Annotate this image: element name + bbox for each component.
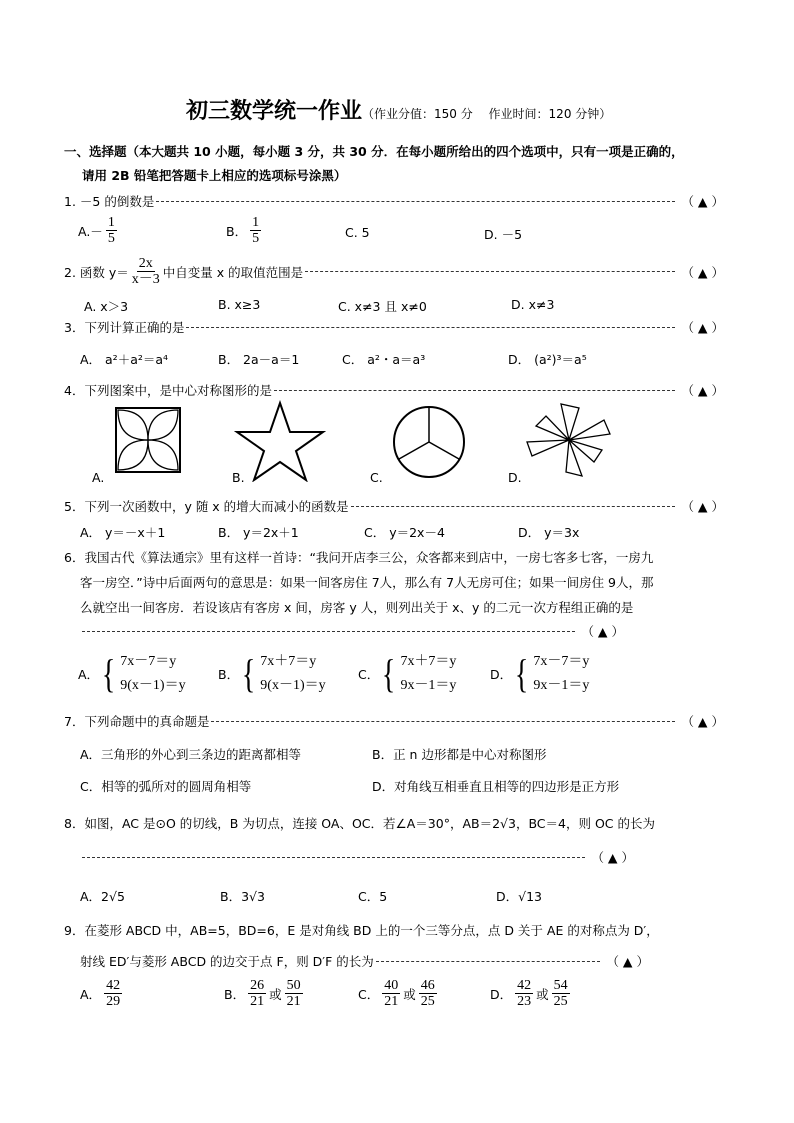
q5-option-d: D． y＝3x bbox=[518, 525, 580, 540]
question-6-line2: 客一房空．”诗中后面两句的意思是：如果一间客房住 7人，那么有 7人无房可住；如果一间房住 9人，那 bbox=[80, 575, 654, 590]
q7-option-b: B．正 n 边形都是中心对称图形 bbox=[372, 747, 547, 762]
q9-option-d bbox=[490, 978, 573, 1009]
eq: 9(x－1)＝y bbox=[260, 678, 326, 693]
figure-star bbox=[234, 400, 326, 482]
dash-line bbox=[376, 961, 601, 962]
dash-line bbox=[82, 857, 585, 858]
figure-circle-three-sectors bbox=[391, 404, 467, 480]
den: x－3 bbox=[131, 272, 160, 287]
q2-option-c: C. x≠3 且 x≠0 bbox=[338, 299, 427, 314]
q3-stem: 3．下列计算正确的是 bbox=[64, 320, 185, 335]
q6-option-b bbox=[218, 650, 326, 698]
q2-post: 中自变量 x 的取值范围是 bbox=[162, 264, 304, 280]
answer-mark: （ ▲ ） bbox=[681, 264, 724, 280]
num: 50 bbox=[286, 978, 301, 993]
q4-option-b: B. bbox=[232, 470, 245, 485]
q6-option-a bbox=[78, 650, 186, 698]
fraction bbox=[250, 215, 261, 246]
num: 46 bbox=[420, 978, 435, 993]
fraction bbox=[515, 978, 533, 1009]
q4-option-a: A. bbox=[92, 470, 105, 485]
q2-option-b: B. x≥3 bbox=[218, 297, 261, 312]
eq: 9x－1＝y bbox=[533, 678, 590, 693]
opt-label: B． bbox=[226, 223, 248, 239]
answer-mark: （ ▲ ） bbox=[591, 850, 634, 865]
opt-label: C． bbox=[358, 986, 380, 1002]
q7-option-c: C．相等的弧所对的圆周角相等 bbox=[80, 779, 252, 794]
q7-stem: 7．下列命题中的真命题是 bbox=[64, 714, 210, 729]
q7-option-a: A．三角形的外心到三条边的距离都相等 bbox=[80, 747, 302, 762]
fraction bbox=[132, 256, 160, 287]
q1-option-a bbox=[78, 215, 120, 246]
num: 40 bbox=[384, 978, 399, 993]
q1-option-b bbox=[226, 215, 264, 246]
question-3 bbox=[64, 318, 724, 336]
q3-option-c: C． a²・a＝a³ bbox=[342, 352, 426, 367]
q9-option-b bbox=[224, 978, 306, 1009]
q2-option-a: A. x＞3 bbox=[84, 299, 129, 314]
eq: 9x－1＝y bbox=[400, 678, 457, 693]
section-header-2: 请用 2B 铅笔把答题卡上相应的选项标号涂黑） bbox=[82, 168, 347, 183]
q4-stem: 4．下列图案中，是中心对称图形的是 bbox=[64, 383, 272, 398]
fraction bbox=[552, 978, 570, 1009]
eq: 7x－7＝y bbox=[533, 654, 590, 669]
equation-system bbox=[239, 650, 326, 698]
den: 23 bbox=[517, 994, 532, 1009]
question-5 bbox=[64, 497, 724, 515]
q9-option-a bbox=[80, 978, 125, 1009]
q3-option-d: D． (a²)³＝a⁵ bbox=[508, 352, 587, 367]
den: 5 bbox=[252, 231, 260, 246]
q2-option-d: D. x≠3 bbox=[511, 297, 555, 312]
opt-label: B． bbox=[218, 667, 240, 682]
or-text: 或 bbox=[403, 986, 416, 1002]
den: 21 bbox=[384, 994, 399, 1009]
question-2 bbox=[64, 256, 724, 287]
fraction bbox=[106, 215, 117, 246]
dash-line bbox=[156, 201, 675, 202]
num: 1 bbox=[107, 215, 115, 230]
eq: 7x－7＝y bbox=[120, 654, 177, 669]
answer-mark: （ ▲ ） bbox=[681, 714, 724, 729]
question-1 bbox=[64, 192, 724, 210]
opt-label: D． bbox=[490, 667, 513, 682]
q1-stem: 1. －5 的倒数是 bbox=[64, 194, 155, 209]
den: 29 bbox=[106, 994, 121, 1009]
q5-option-a: A． y＝－x＋1 bbox=[80, 525, 166, 540]
q6-option-d bbox=[490, 650, 589, 698]
q8-option-d: D．√13 bbox=[496, 889, 542, 904]
figure-square-petals bbox=[113, 405, 183, 475]
num: 1 bbox=[252, 215, 260, 230]
answer-mark: （ ▲ ） bbox=[581, 624, 624, 639]
den: 25 bbox=[553, 994, 568, 1009]
num: 42 bbox=[517, 978, 532, 993]
dash-line bbox=[351, 506, 676, 507]
num: 2x bbox=[138, 256, 153, 271]
num: 42 bbox=[106, 978, 121, 993]
brace: { bbox=[515, 651, 529, 696]
num: 26 bbox=[250, 978, 265, 993]
opt-label: C． bbox=[358, 667, 380, 682]
den: 21 bbox=[286, 994, 301, 1009]
question-6-line3: 么就空出一间客房．若设该店有客房 x 间，房客 y 人，则列出关于 x、y 的二元一次方程组正确的是 bbox=[80, 600, 634, 615]
q4-option-d: D. bbox=[508, 470, 522, 485]
q1-option-c: C. 5 bbox=[345, 225, 370, 240]
den: 21 bbox=[250, 994, 265, 1009]
equation-system bbox=[379, 650, 456, 698]
question-9: 9．在菱形 ABCD 中，AB=5，BD=6，E 是对角线 BD 上的一个三等分点，点 D 关于 AE 的对称点为 D′， bbox=[64, 923, 659, 938]
opt-label: B． bbox=[224, 986, 246, 1002]
eq: 7x＋7＝y bbox=[260, 654, 317, 669]
dash-line bbox=[305, 271, 675, 272]
fraction bbox=[104, 978, 122, 1009]
q5-option-c: C． y＝2x－4 bbox=[364, 525, 445, 540]
eq: 7x＋7＝y bbox=[400, 654, 457, 669]
fraction bbox=[248, 978, 266, 1009]
q5-stem: 5．下列一次函数中，y 随 x 的增大而减小的函数是 bbox=[64, 499, 349, 514]
opt-label: A.－ bbox=[78, 223, 103, 239]
equation-system bbox=[512, 650, 589, 698]
answer-mark: （ ▲ ） bbox=[681, 499, 724, 514]
question-6-answer bbox=[80, 622, 624, 640]
brace: { bbox=[241, 651, 256, 696]
q8-option-b: B．3√3 bbox=[220, 889, 265, 904]
opt-label: A． bbox=[80, 986, 102, 1002]
question-7 bbox=[64, 712, 724, 730]
or-text: 或 bbox=[536, 986, 549, 1002]
den: 25 bbox=[420, 994, 435, 1009]
q8-option-c: C．5 bbox=[358, 889, 388, 904]
answer-mark: （ ▲ ） bbox=[681, 383, 724, 398]
equation-system bbox=[99, 650, 186, 698]
or-text: 或 bbox=[269, 986, 282, 1002]
q1-option-d: D. －5 bbox=[484, 227, 523, 242]
q9-option-c bbox=[358, 978, 440, 1009]
q9-stem: 射线 ED′与菱形 ABCD 的边交于点 F，则 D′F 的长为 bbox=[80, 954, 374, 969]
title-subtitle: （作业分值：150 分 作业时间：120 分钟） bbox=[362, 107, 612, 121]
dash-line bbox=[82, 631, 575, 632]
fraction bbox=[419, 978, 437, 1009]
question-9-line2 bbox=[80, 952, 649, 970]
num: 54 bbox=[553, 978, 568, 993]
answer-mark: （ ▲ ） bbox=[681, 320, 724, 335]
dash-line bbox=[211, 721, 675, 722]
q2-pre: 2. 函数 y＝ bbox=[64, 264, 129, 280]
brace: { bbox=[101, 651, 116, 696]
question-4 bbox=[64, 381, 724, 399]
answer-mark: （ ▲ ） bbox=[681, 194, 724, 209]
q7-option-d: D．对角线互相垂直且相等的四边形是正方形 bbox=[372, 779, 620, 794]
q3-option-b: B． 2a－a＝1 bbox=[218, 352, 300, 367]
q4-option-c: C. bbox=[370, 470, 383, 485]
figure-pinwheel bbox=[524, 400, 614, 480]
fraction bbox=[382, 978, 400, 1009]
brace: { bbox=[382, 651, 396, 696]
den: 5 bbox=[107, 231, 115, 246]
q6-option-c bbox=[358, 650, 456, 698]
dash-line bbox=[274, 390, 675, 391]
q3-option-a: A． a²＋a²＝a⁴ bbox=[80, 352, 169, 367]
opt-label: D． bbox=[490, 986, 513, 1002]
q5-option-b: B． y＝2x＋1 bbox=[218, 525, 299, 540]
opt-label: A． bbox=[78, 667, 100, 682]
dash-line bbox=[186, 327, 675, 328]
eq: 9(x－1)＝y bbox=[120, 678, 186, 693]
q8-option-a: A．2√5 bbox=[80, 889, 125, 904]
section-header: 一、选择题（本大题共 10 小题，每小题 3 分，共 30 分．在每小题所给出的四个选项中，只有一项是正确的， bbox=[64, 144, 684, 159]
question-8: 8．如图，AC 是⊙O 的切线，B 为切点，连接 OA、OC．若∠A＝30°，AB＝2√3，BC＝4，则 OC 的长为 bbox=[64, 816, 655, 831]
answer-mark: （ ▲ ） bbox=[606, 954, 649, 969]
title-main: 初三数学统一作业 bbox=[186, 98, 363, 124]
page-title bbox=[186, 94, 611, 125]
question-6: 6．我国古代《算法通宗》里有这样一首诗：“我问开店李三公，众客都来到店中，一房七客多七客，一房九 bbox=[64, 550, 654, 565]
question-8-answer bbox=[80, 848, 634, 866]
fraction bbox=[285, 978, 303, 1009]
